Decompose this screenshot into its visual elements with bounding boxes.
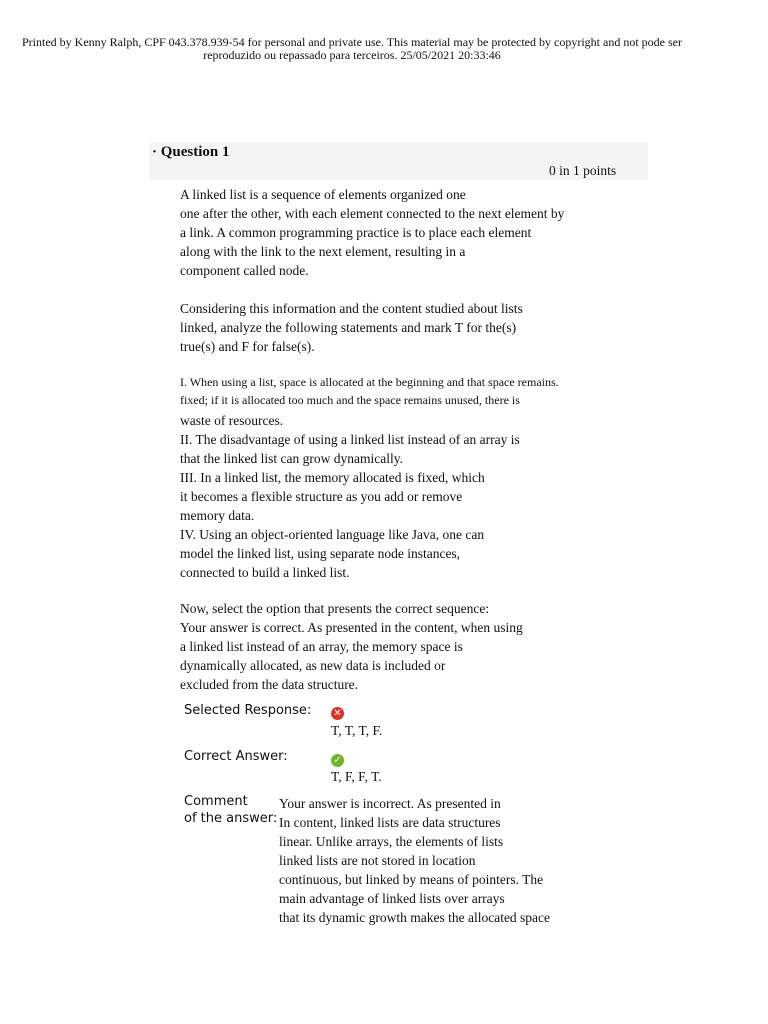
intro-line: A linked list is a sequence of elements organized one — [180, 187, 466, 202]
comment-line: linked lists are not stored in location — [279, 853, 476, 868]
statements — [180, 411, 520, 582]
intro-line: along with the link to the next element, resulting in a — [180, 244, 466, 259]
question-instruction — [180, 299, 523, 356]
x-circle-icon: ✕ — [331, 703, 344, 721]
feedback-line: Now, select the option that presents the correct sequence: — [180, 601, 490, 616]
instruction-line: Considering this information and the content studied about lists — [180, 301, 523, 316]
statement-line: III. In a linked list, the memory allocated is fixed, which — [180, 470, 485, 485]
question-title: · Question 1 — [152, 144, 230, 160]
statement-line: memory data. — [180, 508, 255, 523]
instruction-line: true(s) and F for false(s). — [180, 339, 315, 354]
question-intro — [180, 185, 564, 280]
comment-label-2: of the answer: — [184, 811, 278, 826]
statement-small — [180, 373, 559, 409]
comment-line: In content, linked lists are data structures — [279, 815, 501, 830]
statement-line: that the linked list can grow dynamically. — [180, 451, 403, 466]
statement-line: it becomes a flexible structure as you add or remove — [180, 489, 463, 504]
question-points: 0 in 1 points — [549, 163, 617, 178]
feedback-line: Your answer is correct. As presented in the content, when using — [180, 620, 523, 635]
feedback-line: excluded from the data structure. — [180, 677, 359, 692]
print-notice: Printed by Kenny Ralph, CPF 043.378.939-54 for personal and private use. This material may be protected by copyright and not pode ser reproduzido ou repassado para terceiros. 25/05/2021 20:33:46 — [22, 35, 682, 62]
instruction-line: linked, analyze the following statements and mark T for the(s) — [180, 320, 517, 335]
comment-label: Comment — [184, 794, 248, 809]
statement-line: II. The disadvantage of using a linked list instead of an array is — [180, 432, 520, 447]
statement-line: I. When using a list, space is allocated at the beginning and that space remains. — [180, 375, 559, 389]
statement-line: fixed; if it is allocated too much and the space remains unused, there is — [180, 393, 520, 407]
selected-response-label: Selected Response: — [184, 703, 312, 718]
correct-answer-value: T, F, F, T. — [331, 769, 382, 784]
selected-response-value: T, T, T, F. — [331, 723, 383, 738]
intro-line: component called node. — [180, 263, 309, 278]
feedback-line: a linked list instead of an array, the memory space is — [180, 639, 463, 654]
feedback-line: dynamically allocated, as new data is included or — [180, 658, 446, 673]
statement-line: IV. Using an object-oriented language like Java, one can — [180, 527, 485, 542]
comment-line: Your answer is incorrect. As presented in — [279, 796, 501, 811]
comment-line: continuous, but linked by means of pointers. The — [279, 872, 544, 887]
check-circle-icon: ✓ — [331, 750, 344, 768]
intro-line: a link. A common programming practice is to place each element — [180, 225, 532, 240]
statement-line: connected to build a linked list. — [180, 565, 350, 580]
comment-line: linear. Unlike arrays, the elements of lists — [279, 834, 504, 849]
statement-line: model the linked list, using separate node instances, — [180, 546, 461, 561]
comment-line: main advantage of linked lists over arrays — [279, 891, 505, 906]
comment-text — [279, 794, 550, 927]
prompt-feedback — [180, 599, 523, 694]
intro-line: one after the other, with each element connected to the next element by — [180, 206, 565, 221]
statement-line: waste of resources. — [180, 413, 284, 428]
correct-answer-label: Correct Answer: — [184, 749, 288, 764]
comment-line: that its dynamic growth makes the allocated space — [279, 910, 551, 925]
